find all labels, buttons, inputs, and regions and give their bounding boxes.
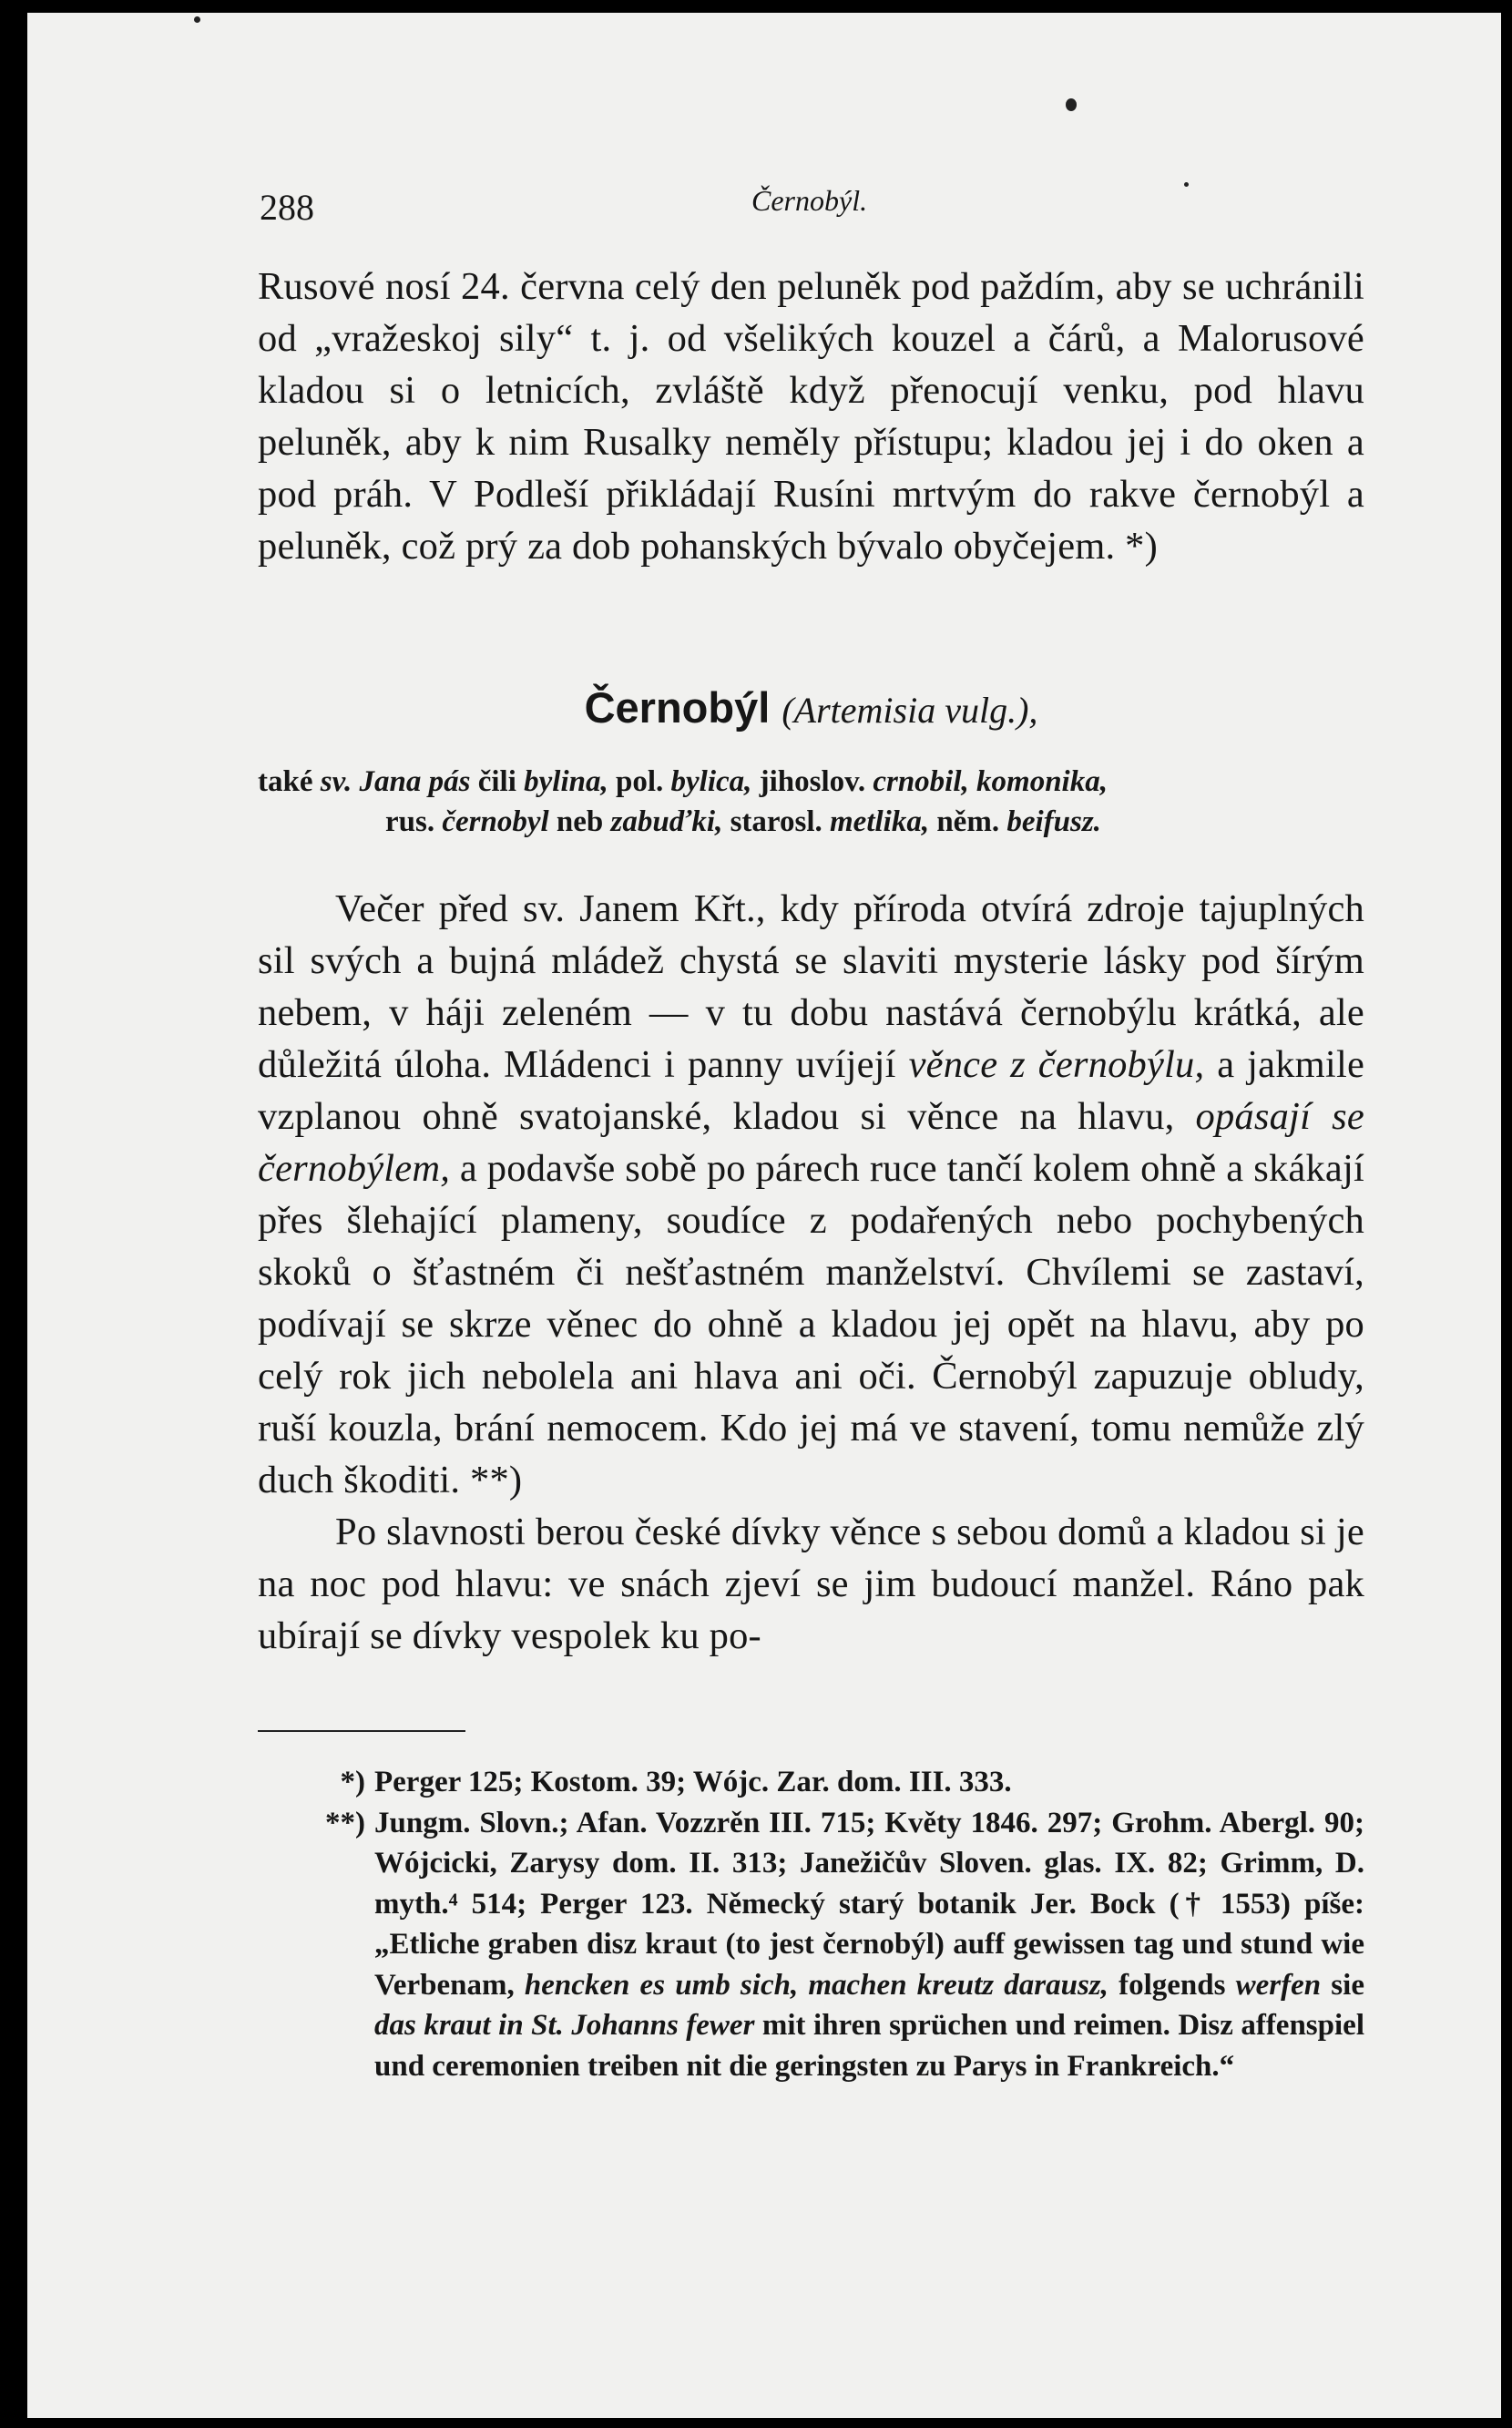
intro-text-block bbox=[258, 261, 1364, 572]
text-run: něm. bbox=[929, 805, 1007, 838]
intro-paragraph: Rusové nosí 24. června celý den peluněk pod paždím, aby se uchránili od „vražeskoj sily“ t. j. od všelikých kouzel a čárů, a Malorusové kladou si o letnicích, zvláště když přenocují venku, pod hlavu peluněk, aby k nim Rusalky neměly přístupu; kladou jej i do oken a pod práh. V Podleší přikládají Rusíni mrtvým do rakve černobýl a peluněk, což prý za dob pohanských bývalo obyčejem. *) bbox=[258, 265, 1364, 568]
footnote-1 bbox=[258, 1762, 1364, 1803]
book-page bbox=[27, 13, 1501, 2418]
text-run: také bbox=[258, 765, 321, 798]
text-run: a podavše sobě po párech ruce tančí kolem ohně a skákají přes šlehající plameny, soudíce z podařených nebo pochybených skoků o šťastném či nešťastném manželství. Chvílemi se zastaví, podívají se skrze věnec do ohně a kladou jej opět na hlavu, aby po celý rok jich nebolela ani hlava ani oči. Černobýl zapuzuje obludy, ruší kouzla, brání nemocem. Kdo jej má ve stavení, tomu nemůže zlý duch škoditi. **) bbox=[258, 1147, 1364, 1501]
italic-term: werfen bbox=[1235, 1968, 1322, 2002]
text-run: folgends bbox=[1108, 1968, 1236, 2002]
text-run: jihoslov. bbox=[751, 765, 873, 798]
paragraph-midsummer bbox=[258, 883, 1364, 1506]
text-run: rus. bbox=[385, 805, 443, 838]
footnote-divider bbox=[258, 1730, 465, 1732]
text-run: starosl. bbox=[722, 805, 830, 838]
italic-term: metlika, bbox=[830, 805, 930, 838]
italic-term: opásají se černobýlem, bbox=[258, 1095, 1364, 1190]
italic-term: věnce z černobýlu, bbox=[908, 1043, 1205, 1086]
text-run: pol. bbox=[608, 765, 671, 798]
synonyms-block bbox=[258, 762, 1364, 842]
text-run: neb bbox=[548, 805, 611, 838]
synonyms-line-2 bbox=[258, 802, 1364, 842]
footnote-1-text: Perger 125; Kostom. 39; Wójc. Zar. dom. III. 333. bbox=[374, 1766, 1012, 1798]
italic-term: crnobil, komonika, bbox=[873, 765, 1108, 798]
text-run: sie bbox=[1321, 1968, 1364, 2002]
running-title: Černobýl. bbox=[751, 184, 868, 217]
section-title: Černobýl bbox=[584, 683, 771, 732]
main-text-block bbox=[258, 883, 1364, 1662]
italic-term: sv. Jana pás bbox=[320, 765, 471, 798]
text-run: Večer před sv. Janem Křt., kdy příroda otvírá zdroje tajuplných sil svých a bujná mládež chystá se slaviti mysterie lásky pod šírým nebem, v háji zeleném — v tu dobu nastává černobýlu krátká, ale důležitá úloha. Mládenci i panny uvíjejí bbox=[258, 887, 1364, 1086]
section-heading bbox=[258, 682, 1364, 732]
italic-term: bylina, bbox=[524, 765, 608, 798]
synonyms-line-1 bbox=[258, 765, 1108, 798]
page-number: 288 bbox=[260, 187, 314, 228]
italic-term: bylica, bbox=[670, 765, 752, 798]
text-run: a jakmile vzplanou ohně svatojanské, kladou si věnce na hlavu, bbox=[258, 1043, 1365, 1138]
italic-term: zabuďki, bbox=[610, 805, 723, 838]
footnote-2 bbox=[258, 1803, 1364, 2087]
paragraph-after-feast: Po slavnosti berou české dívky věnce s sebou domů a kladou si je na noc pod hlavu: ve snách zjeví se jim budoucí manžel. Ráno pak ubírají se dívky vespolek ku po- bbox=[258, 1511, 1364, 1657]
italic-term: hencken es umb sich, machen kreutz darausz, bbox=[524, 1968, 1108, 2002]
text-run: čili bbox=[470, 765, 525, 798]
page-header bbox=[260, 168, 1364, 228]
italic-term: das kraut in St. Johanns fewer bbox=[374, 2009, 755, 2042]
text-run: Jungm. Slovn.; Afan. Vozzrěn III. 715; Květy 1846. 297; Grohm. Abergl. 90; Wójcicki, Zarysy dom. II. 313; Janežičův Sloven. glas. IX. 82; Grimm, D. myth.⁴ 514; Perger 123. Německý starý botanik Jer. Bock († 1553) píše: „Etliche graben disz kraut (to jest černobýl) auff gewissen tag und stund wie Verbenam, bbox=[374, 1806, 1364, 2002]
footnote-1-mark: *) bbox=[340, 1766, 365, 1798]
print-speck bbox=[194, 16, 200, 23]
italic-term: beifusz. bbox=[1006, 805, 1101, 838]
text-run: mit ihren sprüchen und reimen. Disz affenspiel und ceremonien treiben nit die geringsten zu Parys in Frankreich.“ bbox=[374, 2009, 1364, 2083]
italic-term: černobyl bbox=[442, 805, 549, 838]
print-speck bbox=[1066, 98, 1077, 111]
footnotes bbox=[258, 1762, 1364, 2086]
section-latin-name: (Artemisia vulg.), bbox=[782, 690, 1038, 731]
footnote-2-mark: **) bbox=[325, 1806, 365, 1839]
